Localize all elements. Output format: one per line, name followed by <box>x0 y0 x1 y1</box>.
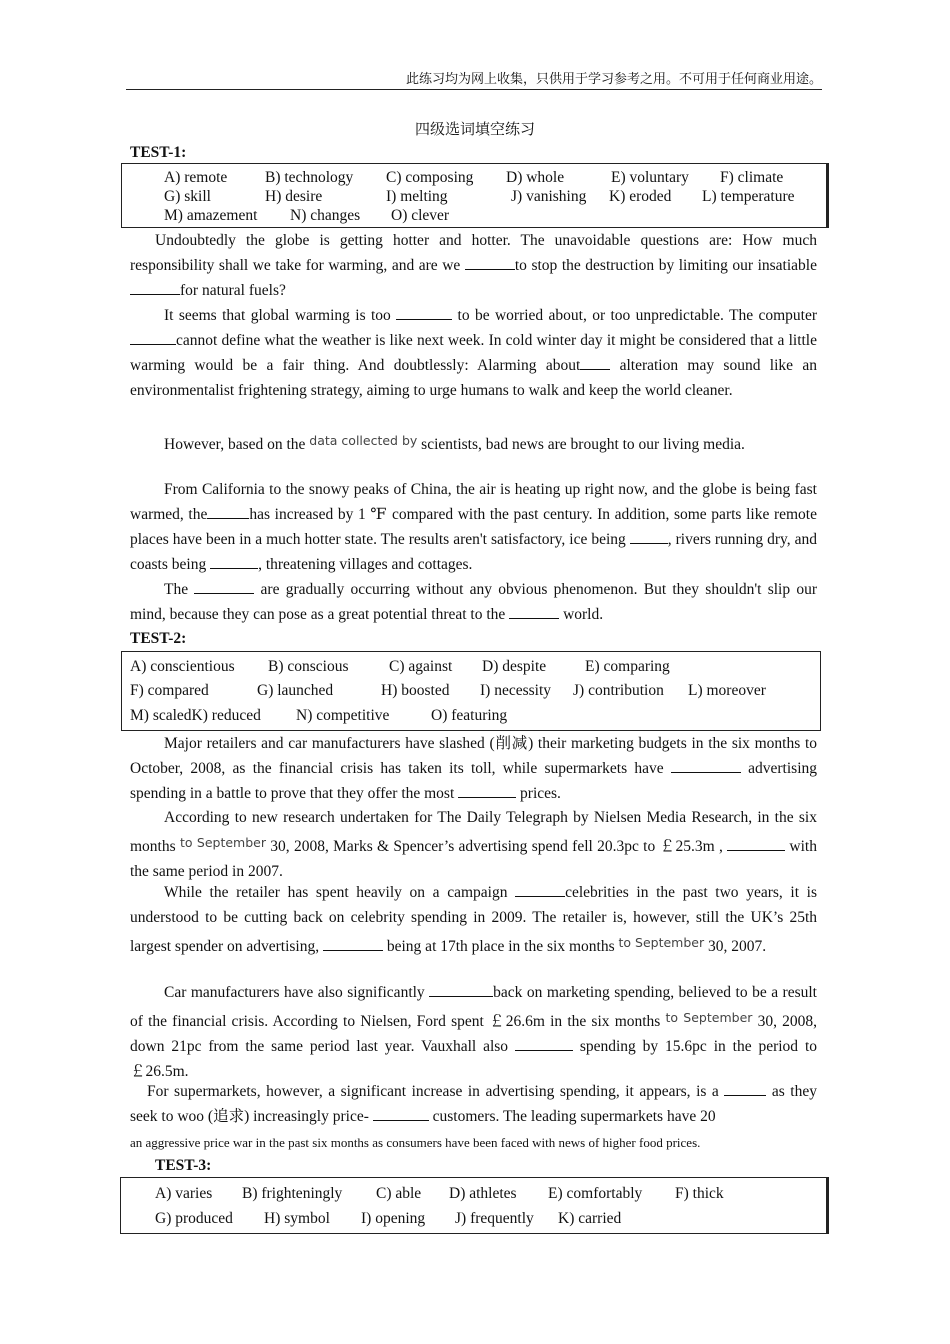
test2-option: G) launched <box>257 682 334 699</box>
test3-option: K) carried <box>558 1210 622 1227</box>
test3-option: A) varies <box>155 1185 213 1202</box>
test2-small-line: an aggressive price war in the past six months as consumers have been faced with news of higher food prices. <box>130 1135 701 1150</box>
test1-paragraph-3: However, based on the $^{data collected by}$ scientists, bad news are brought to our living media. <box>164 433 745 453</box>
test2-option: O) featuring <box>431 707 508 724</box>
test3-label: TEST-3: <box>155 1157 212 1174</box>
document-title: 四级选词填空练习 <box>414 120 535 138</box>
test3-option: I) opening <box>361 1210 426 1227</box>
test1-option: D) whole <box>506 169 565 186</box>
header-note: 此练习均为网上收集，只供用于学习参考之用。不可用于任何商业用途。 <box>126 70 822 90</box>
test2-option: A) conscientious <box>130 658 235 675</box>
test2-option: I) necessity <box>480 682 552 699</box>
test1-paragraph-2: It seems that global warming is too to be worried about, or too unpredictable. The computercannot define what the weather is like next week. In cold winter day it might be considered that a little warming would be a fair thing. And doubtlessly: Alarming about alteration may sound like an environmentalist frightening strategy, aiming to urge humans to walk and keep the world cleaner. <box>130 307 817 399</box>
test2-option: E) comparing <box>585 658 670 675</box>
test1-paragraph-4: From California to the snowy peaks of China, the air is heating up right now, and the globe is being fast warmed, the has increased by 1 ℉ compared with the past century. In addition, some parts like remote places have been in a much hotter state. The results aren't satisfactory, ice being , rivers running dry, and coasts being , threatening villages and cottages. <box>130 481 817 573</box>
test3-option: E) comfortably <box>548 1185 643 1202</box>
test2-option: F) compared <box>130 682 209 699</box>
test2-option: D) despite <box>482 658 547 675</box>
test1-option: N) changes <box>290 207 361 224</box>
test1-option: A) remote <box>164 169 228 186</box>
test2-paragraph-2: According to new research undertaken for The Daily Telegraph by Nielsen Media Research, in the six months $^{to September}$ 30, 2008, Marks & Spencer’s advertising spend fell 20.3pc to ￡25.3m , with the same period in 2007. <box>130 809 817 880</box>
test3-option: C) able <box>376 1185 422 1202</box>
test3-option: D) athletes <box>449 1185 517 1202</box>
test1-option: F) climate <box>720 169 784 186</box>
test3-option: H) symbol <box>264 1210 330 1227</box>
test2-option: B) conscious <box>268 658 349 675</box>
test1-paragraph-1: Undoubtedly the globe is getting hotter and hotter. The unavoidable questions are: How much responsibility shall we take for warming, and are we to stop the destruction by limiting our insatiablefor natural fuels? <box>130 232 817 299</box>
test3-options-box <box>120 1177 829 1234</box>
test2-paragraph-5: For supermarkets, however, a significant increase in advertising spending, it appears, is a as they seek to woo (追求) increasingly price- customers. The leading supermarkets have 20 <box>130 1083 817 1125</box>
test1-option: G) skill <box>164 188 211 205</box>
test1-option: L) temperature <box>702 188 795 205</box>
test2-paragraph-4: Car manufacturers have also significantly back on marketing spending, believed to be a result of the financial crisis. According to Nielsen, Ford spent ￡26.6m in the six months $^{to September}$ 30, 2008, down 21pc from the same period last year. Vauxhall also spending by 15.6pc in the period to ￡26.5m. <box>130 984 817 1080</box>
test1-option: E) voluntary <box>611 169 689 186</box>
test2-option: C) against <box>389 658 453 675</box>
test3-option: F) thick <box>675 1185 724 1202</box>
test1-option: I) melting <box>386 188 448 205</box>
test1-paragraph-5: The are gradually occurring without any obvious phenomenon. But they shouldn't slip our mind, because they can pose as a great potential threat to the world. <box>130 581 817 623</box>
test1-option: C) composing <box>386 169 474 186</box>
test1-option: J) vanishing <box>511 188 587 205</box>
test2-option: M) scaledK) reduced <box>130 707 261 724</box>
test3-option: B) frighteningly <box>242 1185 343 1202</box>
test1-option: H) desire <box>265 188 323 205</box>
test1-label: TEST-1: <box>130 144 187 161</box>
test2-paragraph-1: Major retailers and car manufacturers have slashed (削减) their marketing budgets in the six months to October, 2008, as the financial crisis has taken its toll, while supermarkets have advertising spending in a battle to prove that they offer the most prices. <box>130 735 817 802</box>
test2-paragraph-3: While the retailer has spent heavily on a campaign celebrities in the past two years, it is understood to be cutting back on celebrity spending in 2009. The retailer is, however, still the UK’s 25th largest spender on advertising, being at 17th place in the six months $^{to September}$ 30, 2007. <box>130 884 817 955</box>
test2-options-box <box>121 651 821 731</box>
test1-option: B) technology <box>265 169 354 186</box>
test2-label: TEST-2: <box>130 630 187 647</box>
test2-option: H) boosted <box>381 682 450 699</box>
test2-option: N) competitive <box>296 707 390 724</box>
test3-option: J) frequently <box>455 1210 534 1227</box>
test1-option: O) clever <box>391 207 450 224</box>
test1-option: K) eroded <box>609 188 672 205</box>
test1-option: M) amazement <box>164 207 258 224</box>
test1-options-box <box>121 163 829 228</box>
test3-option: G) produced <box>155 1210 233 1227</box>
test2-option: J) contribution <box>573 682 664 699</box>
test2-option: L) moreover <box>688 682 766 699</box>
